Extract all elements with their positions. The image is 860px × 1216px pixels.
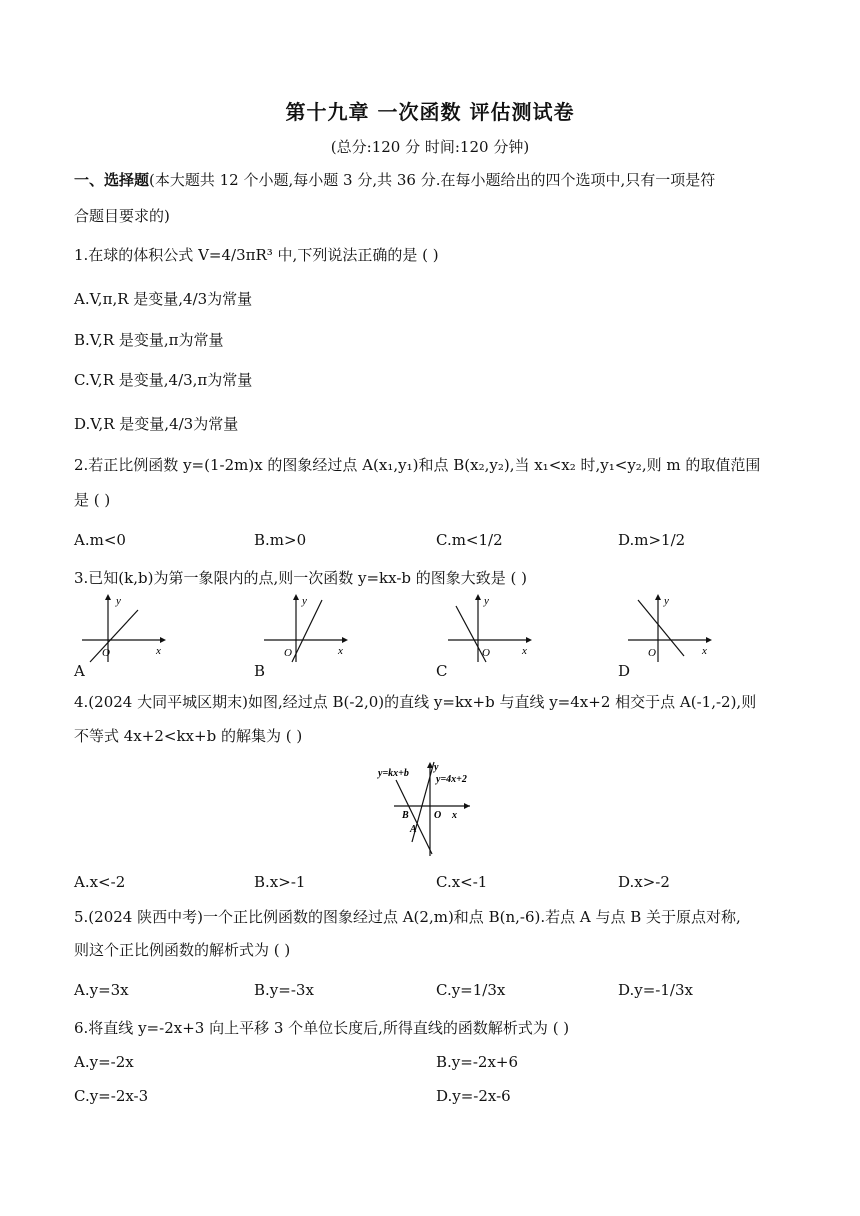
q6-stem: 6.将直线 y=-2x+3 向上平移 3 个单位长度后,所得直线的函数解析式为 ( ) xyxy=(74,1019,570,1037)
q3-graph-c[interactable] xyxy=(446,592,536,664)
q5-option-b[interactable]: B.y=-3x xyxy=(254,981,314,999)
q4-line1-label: y=kx+b xyxy=(378,768,409,779)
q4-option-a[interactable]: A.x<-2 xyxy=(74,873,126,891)
q3-label-d[interactable]: D xyxy=(618,662,631,680)
q4-point-a: A xyxy=(410,824,417,835)
q6-option-b[interactable]: B.y=-2x+6 xyxy=(436,1053,519,1071)
q4-stem-cont: 不等式 4x+2<kx+b 的解集为 ( ) xyxy=(74,727,303,745)
section-desc: (本大题共 12 个小题,每小题 3 分,共 36 分.在每小题给出的四个选项中,只有一项是符 xyxy=(149,171,716,189)
q3-c-origin: O xyxy=(482,647,490,659)
section-heading: 一、选择题 xyxy=(74,171,150,189)
q6-option-c[interactable]: C.y=-2x-3 xyxy=(74,1087,149,1105)
q3-b-x-label: x xyxy=(338,645,343,657)
q4-option-c[interactable]: C.x<-1 xyxy=(436,873,488,891)
q3-label-b[interactable]: B xyxy=(254,662,266,680)
q3-graph-a[interactable] xyxy=(80,592,170,664)
q3-graph-d[interactable] xyxy=(626,592,716,664)
q3-a-y-label: y xyxy=(116,595,121,607)
q3-stem: 3.已知(k,b)为第一象限内的点,则一次函数 y=kx-b 的图象大致是 ( ) xyxy=(74,569,528,587)
q1-option-d[interactable]: D.V,R 是变量,4/3为常量 xyxy=(74,415,239,433)
q6-option-a[interactable]: A.y=-2x xyxy=(74,1053,134,1071)
q6-option-d[interactable]: D.y=-2x-6 xyxy=(436,1087,511,1105)
page-title: 第十九章 一次函数 评估测试卷 xyxy=(285,100,575,124)
q1-option-c[interactable]: C.V,R 是变量,4/3,π为常量 xyxy=(74,371,253,389)
q5-stem: 5.(2024 陕西中考)一个正比例函数的图象经过点 A(2,m)和点 B(n,-6).若点 A 与点 B 关于原点对称, xyxy=(74,908,741,926)
q2-option-b[interactable]: B.m>0 xyxy=(254,531,307,549)
q2-stem: 2.若正比例函数 y=(1-2m)x 的图象经过点 A(x₁,y₁)和点 B(x₂,y₂),当 x₁<x₂ 时,y₁<y₂,则 m 的取值范围 xyxy=(74,456,761,474)
q4-origin: O xyxy=(434,810,442,821)
q4-line2-label: y=4x+2 xyxy=(436,774,467,785)
q2-stem-cont: 是 ( ) xyxy=(74,491,111,509)
q5-stem-cont: 则这个正比例函数的解析式为 ( ) xyxy=(74,941,291,959)
q2-option-d[interactable]: D.m>1/2 xyxy=(618,531,686,549)
q3-a-x-label: x xyxy=(156,645,161,657)
q3-label-c[interactable]: C xyxy=(436,662,448,680)
q5-option-d[interactable]: D.y=-1/3x xyxy=(618,981,693,999)
q3-d-y-label: y xyxy=(664,595,669,607)
q1-option-a[interactable]: A.V,π,R 是变量,4/3为常量 xyxy=(74,290,253,308)
q4-figure xyxy=(374,756,474,858)
section-desc-cont: 合题目要求的) xyxy=(74,207,170,225)
q3-c-x-label: x xyxy=(522,645,527,657)
q3-graph-b[interactable] xyxy=(262,592,352,664)
q1-option-b[interactable]: B.V,R 是变量,π为常量 xyxy=(74,331,224,349)
q3-b-y-label: y xyxy=(302,595,307,607)
q3-a-origin: O xyxy=(102,647,110,659)
q3-b-origin: O xyxy=(284,647,292,659)
q3-c-y-label: y xyxy=(484,595,489,607)
q4-y-label: y xyxy=(434,762,439,773)
q4-option-d[interactable]: D.x>-2 xyxy=(618,873,670,891)
q5-option-a[interactable]: A.y=3x xyxy=(74,981,129,999)
q2-option-c[interactable]: C.m<1/2 xyxy=(436,531,503,549)
q3-d-origin: O xyxy=(648,647,656,659)
q3-d-x-label: x xyxy=(702,645,707,657)
q2-option-a[interactable]: A.m<0 xyxy=(74,531,126,549)
q3-label-a[interactable]: A xyxy=(74,662,85,680)
q4-option-b[interactable]: B.x>-1 xyxy=(254,873,306,891)
page-subtitle: (总分:120 分 时间:120 分钟) xyxy=(330,138,530,156)
q5-option-c[interactable]: C.y=1/3x xyxy=(436,981,506,999)
q4-stem: 4.(2024 大同平城区期末)如图,经过点 B(-2,0)的直线 y=kx+b 与直线 y=4x+2 相交于点 A(-1,-2),则 xyxy=(74,693,757,711)
q4-point-b: B xyxy=(402,810,409,821)
q4-x-label: x xyxy=(452,810,457,821)
section-heading-line xyxy=(74,170,715,190)
q1-stem: 1.在球的体积公式 V=4/3πR³ 中,下列说法正确的是 ( ) xyxy=(74,246,439,264)
